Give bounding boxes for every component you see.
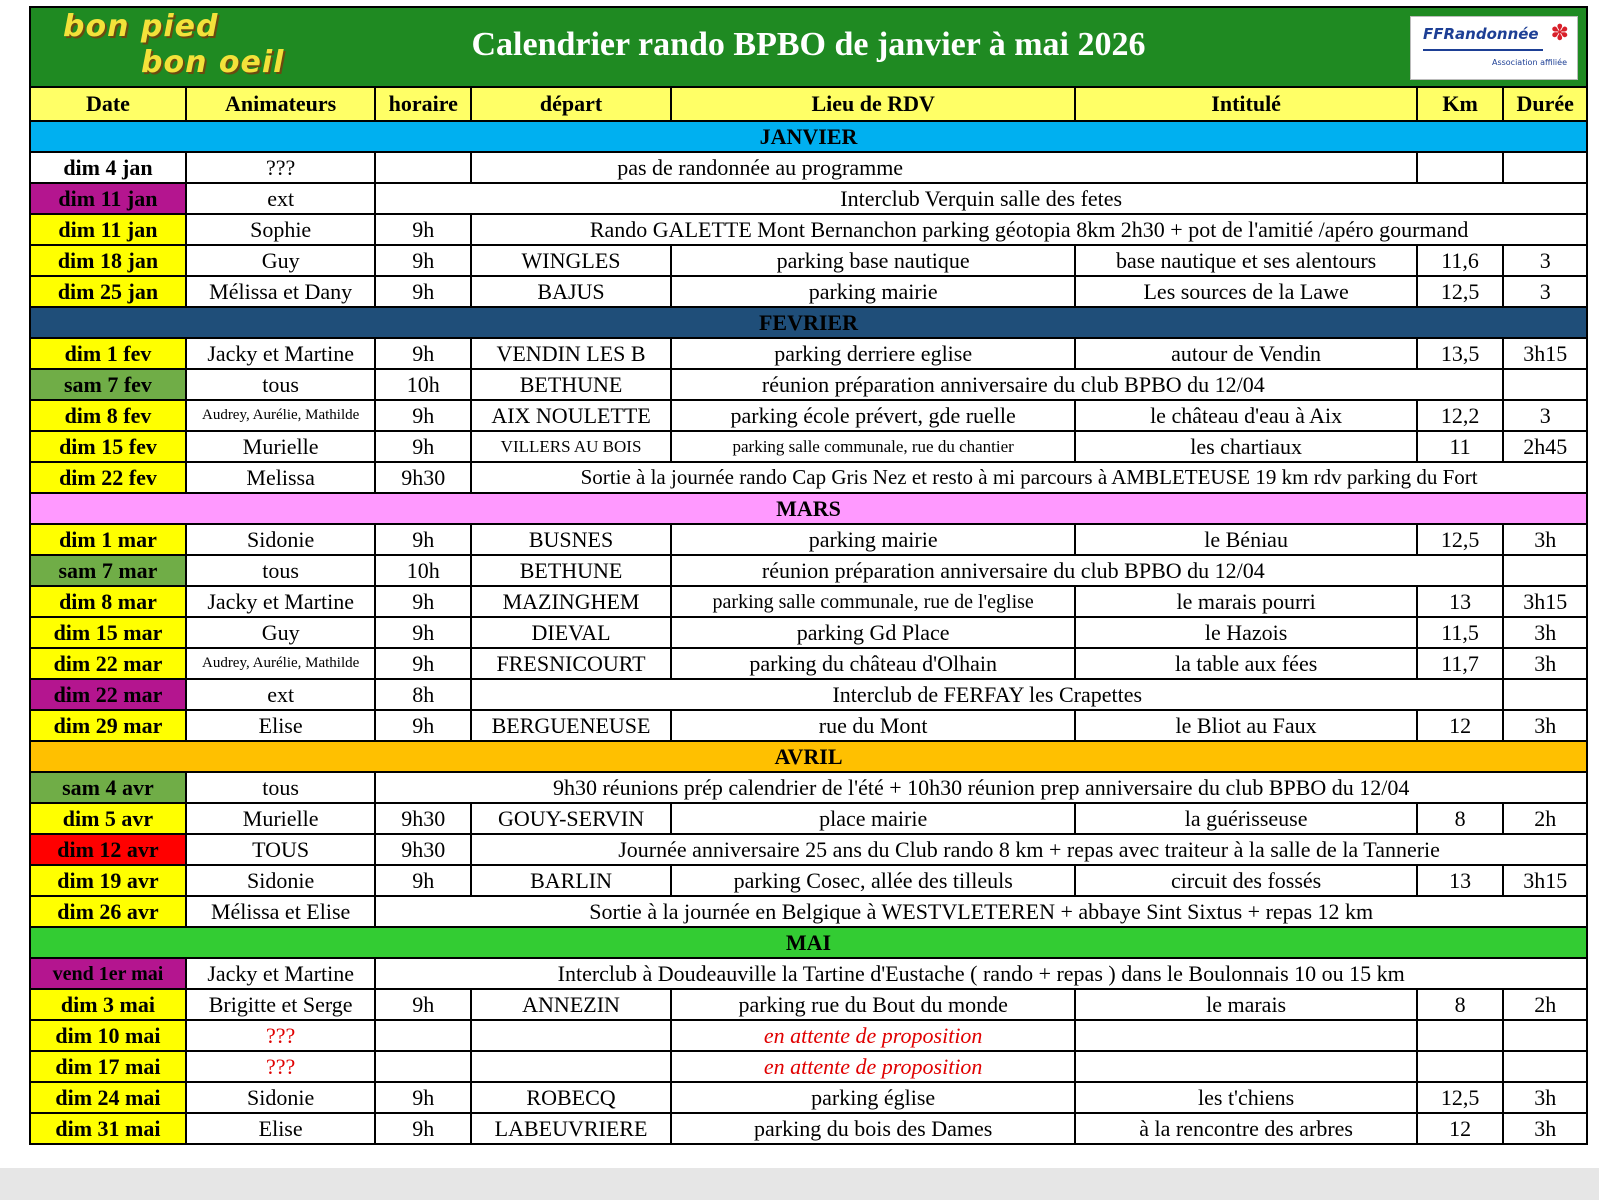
row-horaire: 9h	[375, 276, 471, 307]
table-row	[30, 772, 1587, 803]
ffrandonnee-logo	[1410, 16, 1578, 80]
row-duree: 2h	[1503, 989, 1587, 1020]
table-row	[30, 431, 1587, 462]
table-row	[30, 865, 1587, 896]
row-intitule: circuit des fossés	[1075, 865, 1416, 896]
row-km: 12,5	[1417, 524, 1504, 555]
row-depart: FRESNICOURT	[471, 648, 671, 679]
row-date: dim 18 jan	[30, 245, 186, 276]
row-date: dim 8 mar	[30, 586, 186, 617]
row-anim: ???	[186, 1051, 376, 1082]
table-row	[30, 276, 1587, 307]
row-lieu: parking base nautique	[671, 245, 1076, 276]
row-anim: Brigitte et Serge	[186, 989, 376, 1020]
row-duree: 3h15	[1503, 338, 1587, 369]
row-date: dim 22 fev	[30, 462, 186, 493]
row-depart: GOUY-SERVIN	[471, 803, 671, 834]
col-horaire: horaire	[375, 87, 471, 121]
row-anim: Guy	[186, 617, 376, 648]
row-date: dim 26 avr	[30, 896, 186, 927]
row-horaire: 9h	[375, 710, 471, 741]
row-anim: Audrey, Aurélie, Mathilde	[186, 400, 376, 431]
row-anim: tous	[186, 555, 376, 586]
row-horaire: 9h	[375, 524, 471, 555]
row-lieu: parking derriere eglise	[671, 338, 1076, 369]
row-km: 11	[1417, 431, 1504, 462]
row-date: dim 22 mar	[30, 679, 186, 710]
row-horaire: 10h	[375, 369, 471, 400]
row-date: sam 7 mar	[30, 555, 186, 586]
row-duree: 3h15	[1503, 586, 1587, 617]
logo-line1: bon pied	[63, 9, 219, 44]
row-anim: Elise	[186, 710, 376, 741]
row-km: 13	[1417, 865, 1504, 896]
row-duree: 2h	[1503, 803, 1587, 834]
row-lieu: parking du bois des Dames	[671, 1113, 1076, 1144]
row-date: dim 11 jan	[30, 214, 186, 245]
row-depart: VENDIN LES B	[471, 338, 671, 369]
row-horaire: 10h	[375, 555, 471, 586]
row-km: 12,2	[1417, 400, 1504, 431]
table-row	[30, 1113, 1587, 1144]
ffr-brand: FFRandonnée	[1423, 25, 1539, 43]
row-note: 9h30 réunions prép calendrier de l'été + 10h30 réunion prep anniversaire du club BPBO du 12/04	[375, 772, 1587, 803]
row-duree: 3h	[1503, 648, 1587, 679]
table-row	[30, 834, 1587, 865]
row-anim: Melissa	[186, 462, 376, 493]
table-row	[30, 989, 1587, 1020]
row-date: dim 8 fev	[30, 400, 186, 431]
row-date: dim 19 avr	[30, 865, 186, 896]
walker-icon: ✽	[1550, 21, 1569, 46]
row-date: dim 22 mar	[30, 648, 186, 679]
row-intitule: à la rencontre des arbres	[1075, 1113, 1416, 1144]
row-duree: 3h	[1503, 710, 1587, 741]
row-date: dim 25 jan	[30, 276, 186, 307]
row-anim: Guy	[186, 245, 376, 276]
row-horaire: 9h	[375, 1113, 471, 1144]
row-intitule: le Bliot au Faux	[1075, 710, 1416, 741]
row-duree: 3h	[1503, 524, 1587, 555]
header-banner	[30, 7, 1587, 87]
row-lieu: parking Cosec, allée des tilleuls	[671, 865, 1076, 896]
row-date: dim 11 jan	[30, 183, 186, 214]
row-km: 12	[1417, 1113, 1504, 1144]
row-intitule: le marais pourri	[1075, 586, 1416, 617]
row-duree: 3h	[1503, 617, 1587, 648]
row-km: 11,5	[1417, 617, 1504, 648]
row-note: Rando GALETTE Mont Bernanchon parking géotopia 8km 2h30 + pot de l'amitié /apéro gourmand	[471, 214, 1587, 245]
row-intitule: les chartiaux	[1075, 431, 1416, 462]
table-row	[30, 1082, 1587, 1113]
row-horaire: 9h	[375, 338, 471, 369]
row-anim: tous	[186, 369, 376, 400]
row-anim: ???	[186, 1020, 376, 1051]
col-lieu: Lieu de RDV	[671, 87, 1076, 121]
row-anim: Mélissa et Dany	[186, 276, 376, 307]
table-row	[30, 555, 1587, 586]
row-lieu: en attente de proposition	[671, 1020, 1076, 1051]
column-header-row	[30, 87, 1587, 121]
month-header-mar: MARS	[30, 493, 1587, 524]
row-lieu: parking salle communale, rue du chantier	[671, 431, 1076, 462]
row-km: 12,5	[1417, 276, 1504, 307]
row-lieu: place mairie	[671, 803, 1076, 834]
row-date: dim 29 mar	[30, 710, 186, 741]
table-row	[30, 183, 1587, 214]
col-km: Km	[1417, 87, 1504, 121]
row-intitule: le marais	[1075, 989, 1416, 1020]
row-horaire: 9h30	[375, 803, 471, 834]
row-intitule: le château d'eau à Aix	[1075, 400, 1416, 431]
row-lieu: parking Gd Place	[671, 617, 1076, 648]
row-date: dim 4 jan	[30, 152, 186, 183]
table-row	[30, 679, 1587, 710]
row-depart: BARLIN	[471, 865, 671, 896]
col-depart: départ	[471, 87, 671, 121]
row-horaire: 9h30	[375, 834, 471, 865]
row-km: 13	[1417, 586, 1504, 617]
row-note: Journée anniversaire 25 ans du Club rando 8 km + repas avec traiteur à la salle de la Tannerie	[471, 834, 1587, 865]
row-date: dim 5 avr	[30, 803, 186, 834]
row-intitule: autour de Vendin	[1075, 338, 1416, 369]
table-row	[30, 710, 1587, 741]
calendar-sheet	[29, 6, 1588, 1145]
row-lieu: parking rue du Bout du monde	[671, 989, 1076, 1020]
row-horaire: 9h30	[375, 462, 471, 493]
row-note: Interclub de FERFAY les Crapettes	[471, 679, 1503, 710]
row-date: dim 1 fev	[30, 338, 186, 369]
table-row	[30, 586, 1587, 617]
table-row	[30, 369, 1587, 400]
row-depart: DIEVAL	[471, 617, 671, 648]
row-duree: 3h	[1503, 1113, 1587, 1144]
row-depart: ANNEZIN	[471, 989, 671, 1020]
row-anim: tous	[186, 772, 376, 803]
row-date: dim 12 avr	[30, 834, 186, 865]
row-km: 11,7	[1417, 648, 1504, 679]
row-duree: 3h	[1503, 1082, 1587, 1113]
row-depart: WINGLES	[471, 245, 671, 276]
row-intitule: Les sources de la Lawe	[1075, 276, 1416, 307]
row-depart: BETHUNE	[471, 369, 671, 400]
row-lieu: parking mairie	[671, 276, 1076, 307]
month-header-avr: AVRIL	[30, 741, 1587, 772]
row-anim: TOUS	[186, 834, 376, 865]
row-anim: ext	[186, 679, 376, 710]
row-horaire: 9h	[375, 1082, 471, 1113]
row-date: sam 4 avr	[30, 772, 186, 803]
row-depart: BUSNES	[471, 524, 671, 555]
row-note: Interclub à Doudeauville la Tartine d'Eustache ( rando + repas ) dans le Boulonnais 10 ou 15 km	[375, 958, 1587, 989]
row-depart: BETHUNE	[471, 555, 671, 586]
month-header-jan: JANVIER	[30, 121, 1587, 152]
row-horaire: 9h	[375, 617, 471, 648]
row-anim: Mélissa et Elise	[186, 896, 376, 927]
row-horaire: 9h	[375, 214, 471, 245]
row-date: dim 15 fev	[30, 431, 186, 462]
row-date: dim 3 mai	[30, 989, 186, 1020]
ffr-sub: Association affiliée	[1491, 58, 1567, 67]
col-animateurs: Animateurs	[186, 87, 376, 121]
row-km: 12	[1417, 710, 1504, 741]
row-horaire: 9h	[375, 648, 471, 679]
row-depart: LABEUVRIERE	[471, 1113, 671, 1144]
table-row	[30, 617, 1587, 648]
row-anim: Jacky et Martine	[186, 338, 376, 369]
row-depart: ROBECQ	[471, 1082, 671, 1113]
table-row	[30, 803, 1587, 834]
table-row	[30, 462, 1587, 493]
row-lieu: parking salle communale, rue de l'eglise	[671, 586, 1076, 617]
col-intitule: Intitulé	[1075, 87, 1416, 121]
row-duree: 2h45	[1503, 431, 1587, 462]
row-km: 11,6	[1417, 245, 1504, 276]
month-header-fev: FEVRIER	[30, 307, 1587, 338]
calendar-table	[29, 6, 1588, 1145]
row-km: 8	[1417, 803, 1504, 834]
row-km: 12,5	[1417, 1082, 1504, 1113]
row-horaire: 9h	[375, 586, 471, 617]
row-duree: 3	[1503, 276, 1587, 307]
row-lieu: parking école prévert, gde ruelle	[671, 400, 1076, 431]
table-row	[30, 400, 1587, 431]
row-date: vend 1er mai	[30, 958, 186, 989]
row-anim: Murielle	[186, 431, 376, 462]
table-row	[30, 1020, 1587, 1051]
row-duree: 3h15	[1503, 865, 1587, 896]
page-title: Calendrier rando BPBO de janvier à mai 2026	[471, 26, 1146, 63]
row-date: dim 15 mar	[30, 617, 186, 648]
row-lieu: parking mairie	[671, 524, 1076, 555]
row-lieu: parking du château d'Olhain	[671, 648, 1076, 679]
row-anim: Sidonie	[186, 1082, 376, 1113]
row-note: Interclub Verquin salle des fetes	[375, 183, 1587, 214]
row-anim: Jacky et Martine	[186, 586, 376, 617]
row-duree: 3	[1503, 400, 1587, 431]
table-row	[30, 958, 1587, 989]
row-horaire: 9h	[375, 245, 471, 276]
row-intitule: la guérisseuse	[1075, 803, 1416, 834]
row-anim: Sidonie	[186, 865, 376, 896]
row-horaire: 9h	[375, 989, 471, 1020]
row-depart: BERGUENEUSE	[471, 710, 671, 741]
table-row	[30, 245, 1587, 276]
row-anim: Jacky et Martine	[186, 958, 376, 989]
table-row	[30, 152, 1587, 183]
row-km: 13,5	[1417, 338, 1504, 369]
row-depart: BAJUS	[471, 276, 671, 307]
table-row	[30, 338, 1587, 369]
row-intitule: le Hazois	[1075, 617, 1416, 648]
row-intitule: les t'chiens	[1075, 1082, 1416, 1113]
row-anim: Sophie	[186, 214, 376, 245]
col-date: Date	[30, 87, 186, 121]
table-row	[30, 524, 1587, 555]
table-row	[30, 648, 1587, 679]
row-anim: Sidonie	[186, 524, 376, 555]
bottom-bar	[0, 1168, 1599, 1200]
row-horaire: 9h	[375, 865, 471, 896]
row-anim: ???	[186, 152, 376, 183]
row-horaire: 8h	[375, 679, 471, 710]
row-date: dim 17 mai	[30, 1051, 186, 1082]
row-depart: VILLERS AU BOIS	[471, 431, 671, 462]
table-row	[30, 214, 1587, 245]
table-row	[30, 896, 1587, 927]
row-anim: Murielle	[186, 803, 376, 834]
row-intitule: la table aux fées	[1075, 648, 1416, 679]
row-horaire: 9h	[375, 400, 471, 431]
table-row	[30, 1051, 1587, 1082]
row-note: Sortie à la journée rando Cap Gris Nez et resto à mi parcours à AMBLETEUSE 19 km rdv parking du Fort	[471, 462, 1587, 493]
row-anim: ext	[186, 183, 376, 214]
row-depart: AIX NOULETTE	[471, 400, 671, 431]
row-duree: 3	[1503, 245, 1587, 276]
row-note: réunion préparation anniversaire du club BPBO du 12/04	[671, 369, 1503, 400]
row-anim: Audrey, Aurélie, Mathilde	[186, 648, 376, 679]
row-horaire: 9h	[375, 431, 471, 462]
row-date: dim 10 mai	[30, 1020, 186, 1051]
month-header-mai: MAI	[30, 927, 1587, 958]
col-duree: Durée	[1503, 87, 1587, 121]
row-intitule: le Béniau	[1075, 524, 1416, 555]
row-date: dim 31 mai	[30, 1113, 186, 1144]
logo-line2: bon oeil	[141, 45, 285, 80]
row-depart: MAZINGHEM	[471, 586, 671, 617]
row-note: réunion préparation anniversaire du club BPBO du 12/04	[671, 555, 1503, 586]
row-date: dim 1 mar	[30, 524, 186, 555]
row-lieu: parking église	[671, 1082, 1076, 1113]
row-km: 8	[1417, 989, 1504, 1020]
row-anim: Elise	[186, 1113, 376, 1144]
row-note: pas de randonnée au programme	[471, 152, 1417, 183]
row-lieu: en attente de proposition	[671, 1051, 1076, 1082]
row-lieu: rue du Mont	[671, 710, 1076, 741]
row-note: Sortie à la journée en Belgique à WESTVLETEREN + abbaye Sint Sixtus + repas 12 km	[375, 896, 1587, 927]
row-date: dim 24 mai	[30, 1082, 186, 1113]
row-intitule: base nautique et ses alentours	[1075, 245, 1416, 276]
row-date: sam 7 fev	[30, 369, 186, 400]
